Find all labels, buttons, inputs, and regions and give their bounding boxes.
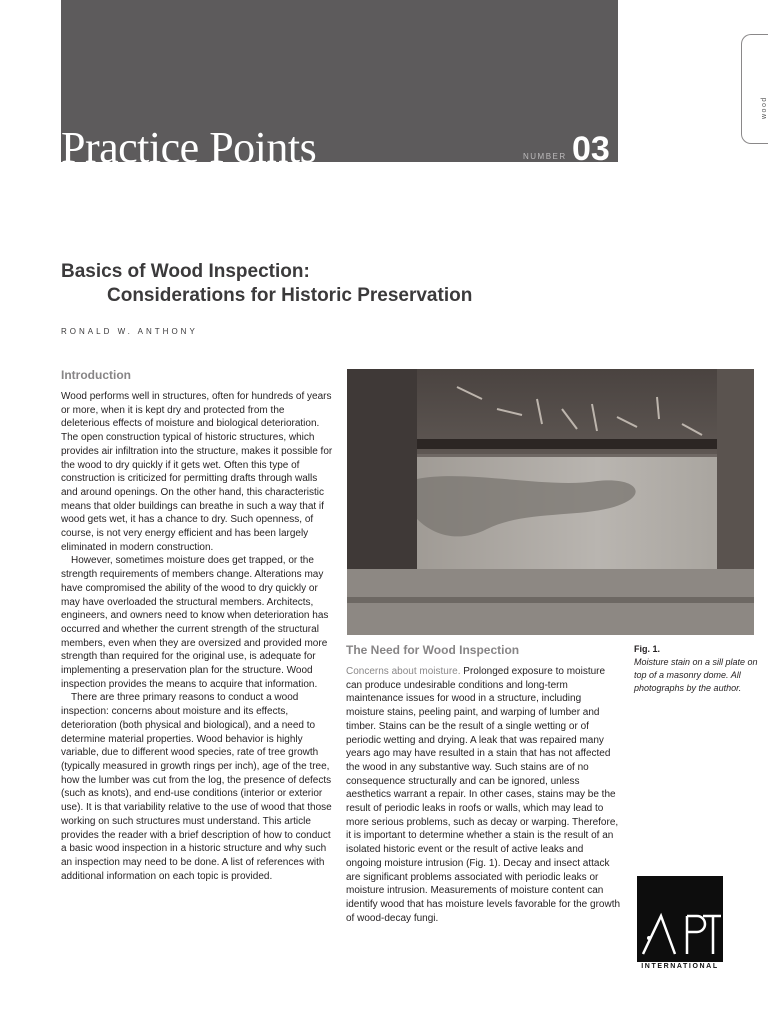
section-tab-label: wood bbox=[761, 96, 768, 119]
issue-number-label: NUMBER bbox=[523, 152, 567, 161]
figure-caption bbox=[634, 643, 758, 695]
apt-logo-subtitle: INTERNATIONAL bbox=[641, 963, 719, 970]
article-title-line1: Basics of Wood Inspection: bbox=[61, 261, 310, 282]
article-title-line2: Considerations for Historic Preservation bbox=[107, 285, 473, 306]
need-section-heading: The Need for Wood Inspection bbox=[346, 643, 520, 657]
paragraph-text: Prolonged exposure to moisture can produce undesirable conditions and long-term maintenance issues for wood in a structure, including moisture stains, peeling paint, and warping of lumber and timber. Stains can be the result of a single wetting or of periodic wetting and drying. A leak that was repaired many years ago may have resulted in a stain that has not affected the wood in any substantive way. Such stains are of no consequence structurally and can be ignored, unless aesthetics warrant a repair. In other cases, stains may be the result of periodic leaks in roofs or walls, which may lead to more serious problems, such as decay or warping. Therefore, it is important to determine whether a stain is the result of an isolated historic event or the result of active leaks and ongoing moisture intrusion (Fig. 1). Decay and insect attack are significant problems associated with periodic leaks or moisture intrusion. Measurements of moisture content can identify wood that has moisture levels favorable for the growth of wood-decay fungi. bbox=[346, 666, 621, 924]
publication-title: Practice Points bbox=[61, 123, 317, 162]
introduction-paragraph: However, sometimes moisture does get trapped, or the strength requirements of members change. Alterations may have compromised the ability of the wood to dry quickly or may have overloaded the structural members. Architects, engineers, and owners need to know when deterioration has occurred and whether the current strength of the structural members, even when they are oversized and provided more strength than required for the original use, is adequate for implementing a preservation plan for the structure. Wood inspection provides the means to acquire that information. bbox=[61, 555, 329, 690]
need-section-body bbox=[346, 665, 621, 925]
issue-number: 03 bbox=[572, 130, 610, 162]
figure-label: Fig. 1. bbox=[634, 644, 661, 654]
author-byline: RONALD W. ANTHONY bbox=[61, 327, 198, 336]
introduction-heading: Introduction bbox=[61, 368, 131, 382]
masthead-banner bbox=[61, 0, 618, 162]
introduction-body bbox=[61, 390, 336, 883]
article-title bbox=[61, 260, 472, 308]
introduction-paragraph: There are three primary reasons to conduct a wood inspection: concerns about moisture and its effects, deterioration (both physical and biological), and a need to determine material properties. Wood behavior is highly variable, due to different wood species, rate of tree growth (typically measured in growth rings per inch), age of the tree, how the lumber was cut from the log, the presence of defects (such as knots), and end-use conditions (interior or exterior use). It is that variability relative to the use of wood that those working on such structures must understand. This article provides the reader with a brief description of how to conduct a basic wood inspection in a historic structure and why such an inspection may need to be done. A list of references with additional information on each topic is provided. bbox=[61, 692, 332, 882]
figure-caption-text: Moisture stain on a sill plate on top of a masonry dome. All photographs by the author. bbox=[634, 657, 758, 693]
introduction-paragraph: Wood performs well in structures, often for hundreds of years or more, when it is kept dry and protected from the deleterious effects of moisture and biological deterioration. The open construction typical of historic structures, which provides air infiltration into the structure, makes it possible for the wood to dry quickly if it gets wet. Often this type of construction is criticized for permitting drafts through walls and around openings. On the other hand, this characteristic means that older buildings can breathe in such a way that if wood gets wet, it has a chance to dry. Such openness, of course, is not very energy efficient and has been largely eliminated in modern construction. bbox=[61, 391, 333, 553]
moisture-stain-photo bbox=[347, 369, 754, 635]
apt-logo bbox=[637, 876, 723, 962]
need-section-paragraph bbox=[346, 665, 621, 925]
section-tab bbox=[741, 34, 768, 144]
paragraph-lead-in: Concerns about moisture. bbox=[346, 666, 461, 677]
